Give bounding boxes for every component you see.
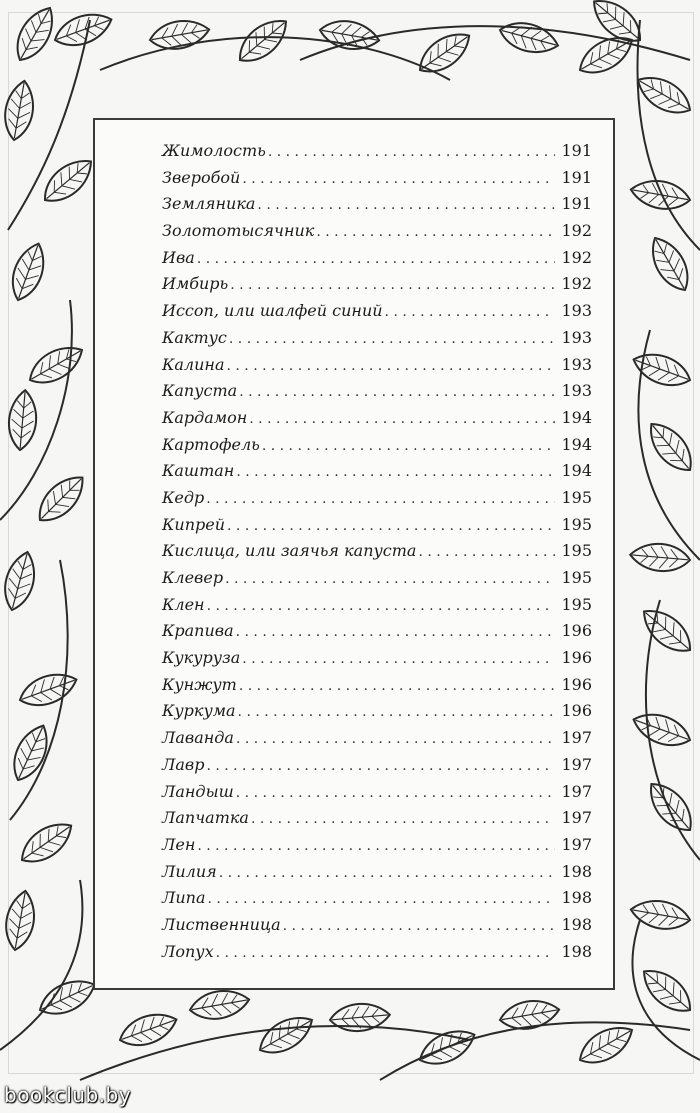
toc-entry-page: 191 [561,194,592,214]
toc-entry-title: Ива [162,247,195,267]
toc-entry [162,752,592,779]
toc-entry-page: 197 [561,808,592,828]
toc-leader-dots [208,886,556,913]
toc-entry-page: 192 [561,221,592,241]
toc-entry-title: Кислица, или заячья капуста [162,541,417,561]
toc-leader-dots [236,726,555,753]
toc-entry-title: Клен [162,594,205,614]
toc-leader-dots [236,619,556,646]
toc-leader-dots [249,406,555,433]
toc-entry-title: Лен [162,834,196,854]
toc-list [162,138,592,965]
toc-entry-title: Иссоп, или шалфей синий [162,301,383,321]
toc-leader-dots [262,433,556,460]
toc-entry-title: Крапива [162,621,234,641]
toc-entry-title: Лилия [162,861,217,881]
toc-leader-dots [268,139,556,166]
toc-entry-title: Клевер [162,568,224,587]
toc-leader-dots [229,326,556,353]
toc-entry [162,779,592,806]
toc-entry [162,672,592,699]
toc-leader-dots [236,459,555,486]
toc-entry-title: Золототысячник [162,221,315,241]
toc-entry [162,512,592,539]
toc-entry-page: 196 [561,648,592,668]
toc-leader-dots [227,353,556,380]
toc-entry [162,218,592,245]
toc-leader-dots [316,219,555,246]
toc-entry-page: 197 [561,834,592,854]
toc-entry [162,538,592,565]
toc-entry [162,885,592,912]
toc-entry [162,138,592,165]
toc-entry-title: Зверобой [162,167,241,187]
toc-leader-dots [283,913,556,940]
toc-entry-page: 197 [561,728,592,748]
toc-leader-dots [242,166,555,193]
toc-entry-title: Каштан [162,461,235,481]
toc-entry-page: 192 [561,247,592,267]
toc-leader-dots [216,940,556,967]
toc-entry-page: 198 [561,941,592,961]
toc-entry [162,832,592,859]
toc-entry-page: 197 [561,781,592,801]
toc-leader-dots [206,486,555,513]
toc-entry [162,458,592,485]
toc-leader-dots [230,272,555,299]
toc-leader-dots [238,699,556,726]
toc-leader-dots [251,806,556,833]
toc-entry [162,325,592,352]
toc-entry-page: 196 [561,621,592,641]
toc-entry-title: Кипрей [162,514,226,534]
toc-entry [162,805,592,832]
toc-entry-page: 195 [561,568,592,587]
toc-entry-page: 198 [561,914,592,934]
toc-entry-page: 195 [561,594,592,614]
toc-entry-page: 198 [561,888,592,908]
toc-leader-dots [418,539,555,566]
toc-entry-page: 191 [561,167,592,187]
toc-leader-dots [239,379,555,406]
toc-entry-title: Лаванда [162,728,234,748]
toc-entry [162,432,592,459]
toc-entry-title: Картофель [162,434,260,454]
toc-entry-page: 194 [561,407,592,427]
toc-entry [162,271,592,298]
toc-entry-title: Лапчатка [162,808,249,828]
toc-entry [162,245,592,272]
toc-leader-dots [225,566,555,593]
toc-leader-dots [239,673,556,700]
toc-entry-title: Жимолость [162,141,266,160]
toc-entry [162,191,592,218]
toc-entry-title: Лавр [162,754,205,774]
toc-entry-page: 196 [561,674,592,694]
toc-entry-page: 193 [561,381,592,401]
toc-leader-dots [227,513,555,540]
toc-entry [162,618,592,645]
toc-entry-title: Земляника [162,194,256,214]
toc-entry-title: Кактус [162,327,227,347]
toc-entry-page: 191 [561,141,592,160]
toc-entry-title: Лиственница [162,914,281,934]
toc-entry [162,592,592,619]
toc-entry [162,698,592,725]
toc-entry [162,912,592,939]
toc-entry-page: 197 [561,754,592,774]
toc-entry-page: 196 [561,701,592,721]
toc-leader-dots [197,246,556,273]
watermark: bookclub.by [4,1083,132,1107]
toc-entry [162,645,592,672]
toc-entry-title: Кукуруза [162,648,241,668]
toc-entry-page: 195 [561,514,592,534]
toc-leader-dots [242,646,555,673]
toc-entry-title: Лопух [162,941,214,961]
toc-entry-page: 193 [561,301,592,321]
toc-leader-dots [385,299,556,326]
toc-entry-page: 193 [561,354,592,374]
toc-entry [162,485,592,512]
toc-entry [162,725,592,752]
toc-entry [162,939,592,966]
toc-entry [162,165,592,192]
toc-entry-title: Капуста [162,381,238,401]
toc-entry-title: Кедр [162,487,205,507]
toc-entry [162,565,592,592]
toc-entry-title: Липа [162,888,206,908]
toc-entry [162,298,592,325]
toc-entry [162,859,592,886]
toc-entry-page: 195 [561,487,592,507]
toc-entry-page: 195 [561,541,592,561]
toc-entry-page: 193 [561,327,592,347]
toc-leader-dots [206,753,555,780]
toc-entry-page: 198 [561,861,592,881]
toc-leader-dots [207,593,556,620]
toc-entry-page: 194 [561,434,592,454]
toc-leader-dots [257,192,555,219]
toc-panel [93,118,615,990]
toc-leader-dots [197,833,555,860]
toc-entry-page: 194 [561,461,592,481]
toc-entry-title: Кардамон [162,407,248,427]
toc-entry-title: Кунжут [162,674,237,694]
toc-entry [162,378,592,405]
toc-entry [162,405,592,432]
toc-entry [162,352,592,379]
toc-entry-title: Ландыш [162,781,234,801]
toc-entry-title: Куркума [162,701,236,721]
toc-entry-title: Калина [162,354,225,374]
toc-entry-page: 192 [561,274,592,294]
toc-leader-dots [236,780,556,807]
toc-entry-title: Имбирь [162,274,229,294]
toc-leader-dots [219,860,556,887]
